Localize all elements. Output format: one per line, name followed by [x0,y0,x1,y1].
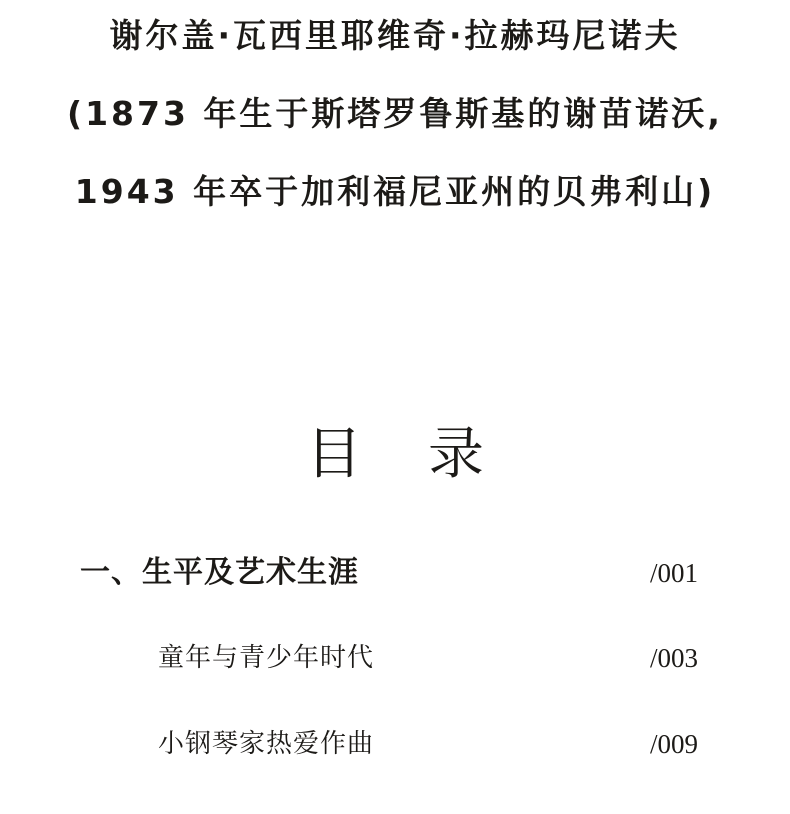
toc-entry-page: /001 [649,558,698,588]
toc-entry-page: /003 [649,643,698,673]
toc-entry-chapter[interactable] [0,553,790,593]
toc-entry-label: 童年与青少年时代 [158,643,375,673]
birth-info: (1873 年生于斯塔罗鲁斯基的谢苗诺沃, [67,94,723,133]
toc-title-char-2: 录 [428,422,484,487]
composer-name: 谢尔盖·瓦西里耶维奇·拉赫玛尼诺夫 [109,16,681,55]
toc-entry-page: /009 [649,729,698,759]
toc-title [0,420,790,490]
death-info: 1943 年卒于加利福尼亚州的贝弗利山) [74,172,716,211]
toc-entry-section[interactable] [0,638,790,678]
toc-entry-section[interactable] [0,724,790,764]
toc-entry-label: 小钢琴家热爱作曲 [158,729,375,759]
toc-title-char-1: 目 [306,422,362,487]
toc-entry-label: 一、生平及艺术生涯 [80,555,359,590]
